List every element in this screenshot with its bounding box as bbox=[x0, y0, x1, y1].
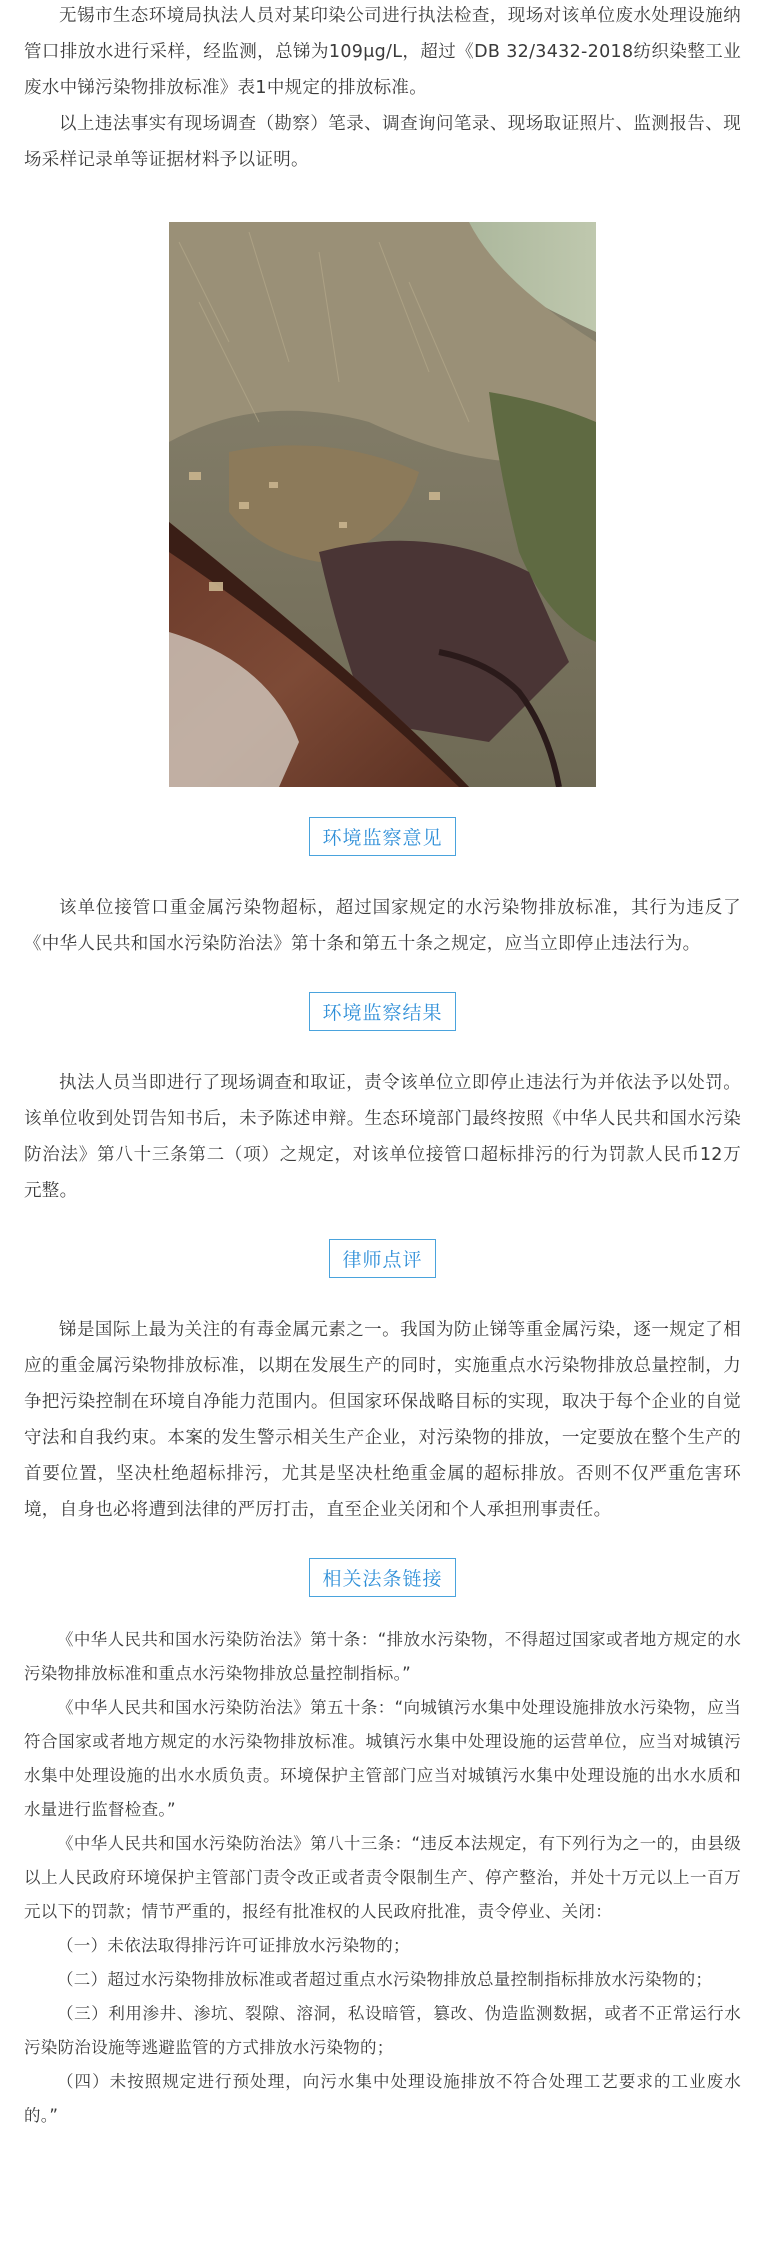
section-heading-lawyer bbox=[329, 1239, 435, 1278]
result-paragraph: 执法人员当即进行了现场调查和取证，责令该单位立即停止违法行为并依法予以处罚。该单位收到处罚告知书后，未予陈述申辩。生态环境部门最终按照《中华人民共和国水污染防治法》第八十三条第二（项）之规定，对该单位接管口超标排污的行为罚款人民币12万元整。 bbox=[24, 1073, 741, 1201]
section-heading-lawyer-label: 律师点评 bbox=[342, 1249, 423, 1271]
law-article-83-item-4: （四）未按照规定进行预处理，向污水集中处理设施排放不符合处理工艺要求的工业废水的。” bbox=[24, 2072, 741, 2125]
lawyer-paragraph: 锑是国际上最为关注的有毒金属元素之一。我国为防止锑等重金属污染，逐一规定了相应的重金属污染物排放标准，以期在发展生产的同时，实施重点水污染物排放总量控制，力争把污染控制在环境自净能力范围内。但国家环保战略目标的实现，取决于每个企业的自觉守法和自我约束。本案的发生警示相关生产企业，对污染物的排放，一定要放在整个生产的首要位置，坚决杜绝超标排污，尤其是坚决杜绝重金属的超标排放。否则不仅严重危害环境，自身也必将遭到法律的严厉打击，直至企业关闭和个人承担刑事责任。 bbox=[24, 1320, 741, 1520]
section-heading-result-label: 环境监察结果 bbox=[322, 1002, 443, 1024]
section-heading-laws bbox=[309, 1558, 455, 1597]
law-article-50: 《中华人民共和国水污染防治法》第五十条：“向城镇污水集中处理设施排放水污染物，应当符合国家或者地方规定的水污染物排放标准。城镇污水集中处理设施的运营单位，应当对城镇污水集中处理设施的出水水质负责。环境保护主管部门应当对城镇污水集中处理设施的出水水质和水量进行监督检查。” bbox=[24, 1698, 741, 1819]
section-heading-result-wrap bbox=[0, 992, 765, 1031]
law-article-10: 《中华人民共和国水污染防治法》第十条：“排放水污染物，不得超过国家或者地方规定的水污染物排放标准和重点水污染物排放总量控制指标。” bbox=[24, 1630, 741, 1683]
law-articles bbox=[0, 1623, 765, 2133]
section-heading-opinion-wrap bbox=[0, 817, 765, 856]
law-article-83: 《中华人民共和国水污染防治法》第八十三条：“违反本法规定，有下列行为之一的，由县级以上人民政府环境保护主管部门责令改正或者责令限制生产、停产整治，并处十万元以上一百万元以下的罚款；情节严重的，报经有批准权的人民政府批准，责令停业、关闭： bbox=[24, 1834, 741, 1921]
law-article-83-item-1: （一）未依法取得排污许可证排放水污染物的； bbox=[57, 1936, 410, 1955]
photo-container bbox=[0, 222, 765, 787]
opinion-paragraph: 该单位接管口重金属污染物超标，超过国家规定的水污染物排放标准，其行为违反了《中华人民共和国水污染防治法》第十条和第五十条之规定，应当立即停止违法行为。 bbox=[24, 898, 741, 954]
section-heading-result bbox=[309, 992, 455, 1031]
site-photo bbox=[169, 222, 596, 787]
section-heading-opinion bbox=[309, 817, 455, 856]
law-article-83-item-2: （二）超过水污染物排放标准或者超过重点水污染物排放总量控制指标排放水污染物的； bbox=[57, 1970, 713, 1989]
law-article-83-item-3: （三）利用渗井、渗坑、裂隙、溶洞，私设暗管，篡改、伪造监测数据，或者不正常运行水污染防治设施等逃避监管的方式排放水污染物的； bbox=[24, 2004, 741, 2057]
section-heading-laws-label: 相关法条链接 bbox=[322, 1568, 443, 1590]
section-heading-laws-wrap bbox=[0, 1558, 765, 1597]
intro-paragraph-1: 无锡市生态环境局执法人员对某印染公司进行执法检查，现场对该单位废水处理设施纳管口排放水进行采样，经监测，总锑为109μg/L，超过《DB 32/3432-2018纺织染整工业废水中锑污染物排放标准》表1中规定的排放标准。 bbox=[24, 6, 741, 98]
intro-paragraph-2: 以上违法事实有现场调查（勘察）笔录、调查询问笔录、现场取证照片、监测报告、现场采样记录单等证据材料予以证明。 bbox=[24, 114, 741, 170]
section-heading-lawyer-wrap bbox=[0, 1239, 765, 1278]
section-heading-opinion-label: 环境监察意见 bbox=[322, 827, 443, 849]
